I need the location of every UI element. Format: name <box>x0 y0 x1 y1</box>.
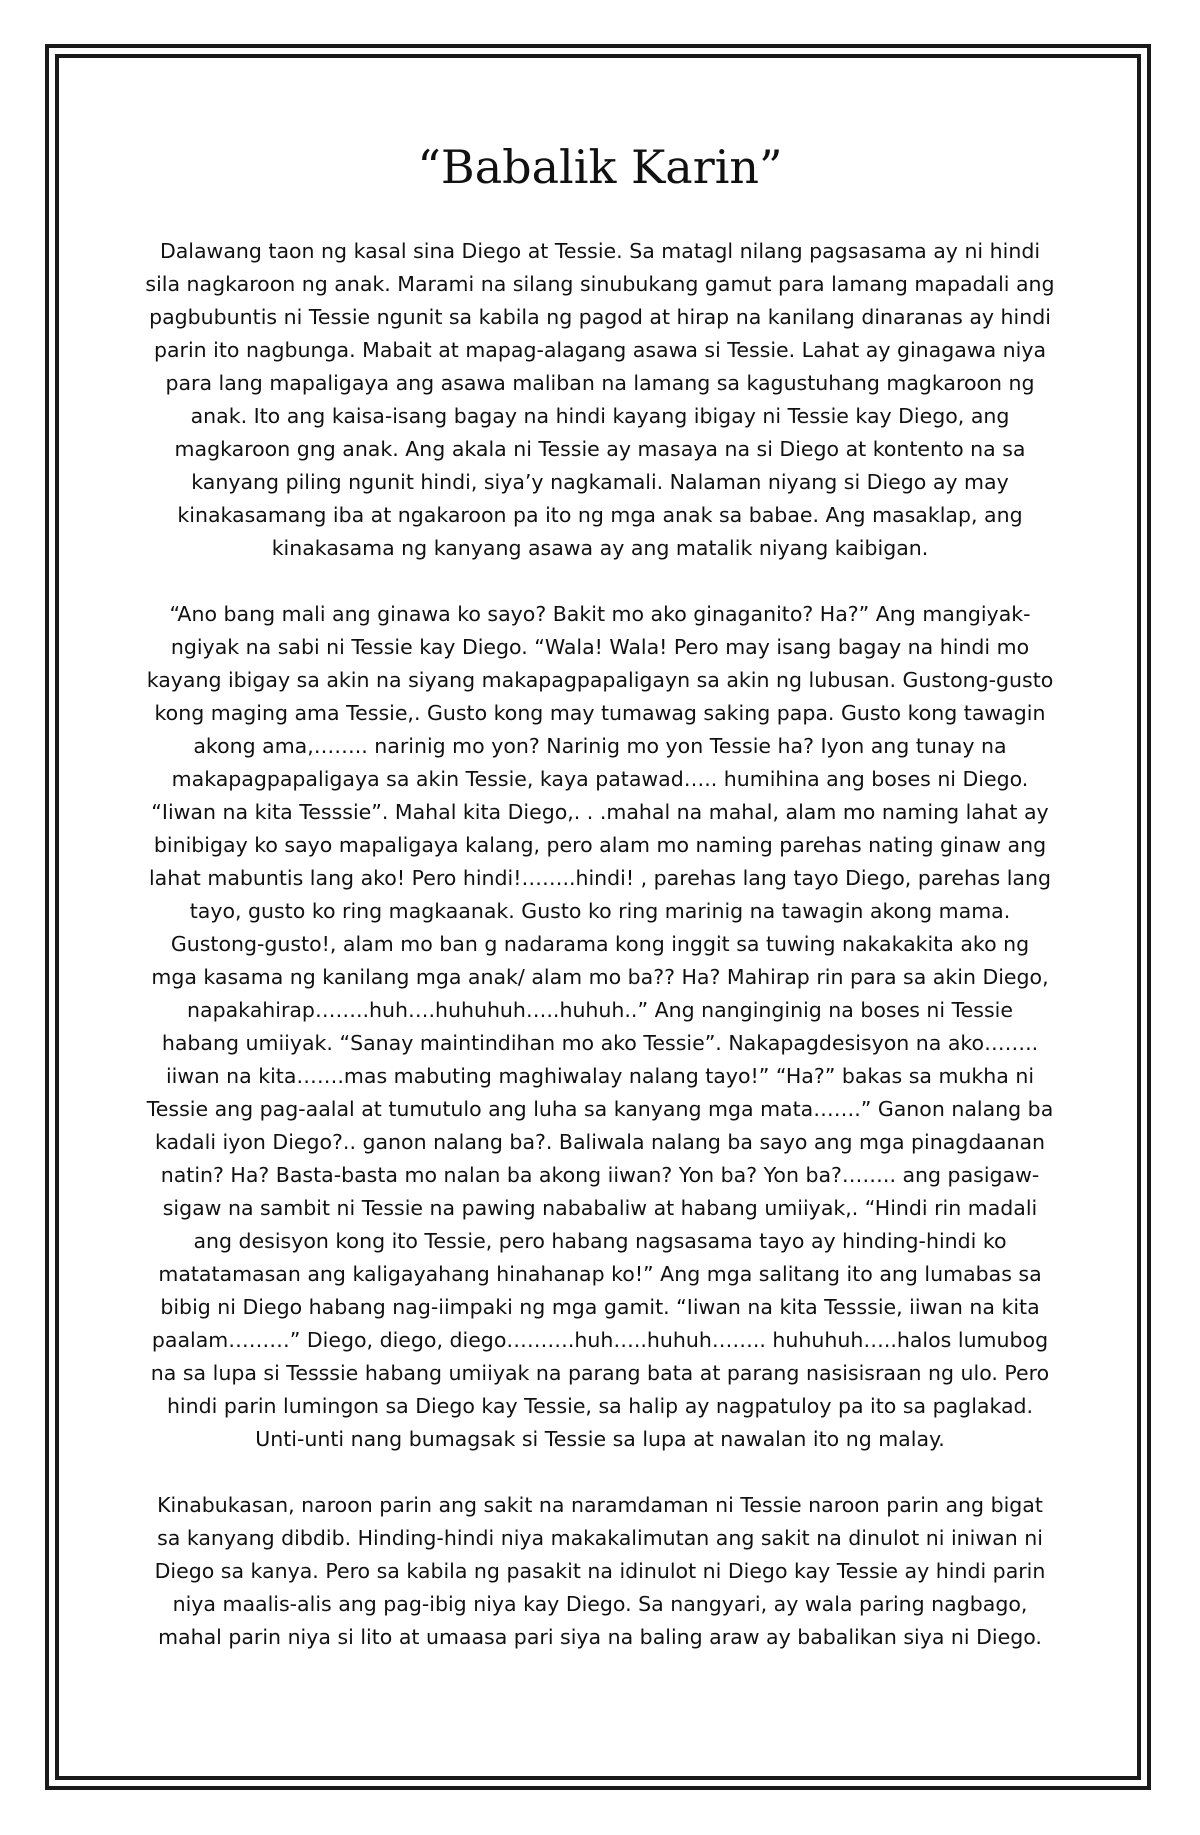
text-line: ngiyak na sabi ni Tessie kay Diego. “Wala! Wala! Pero may isang bagay na hindi mo <box>170 635 1030 660</box>
text-line: Diego sa kanya. Pero sa kabila ng pasakit na idinulot ni Diego kay Tessie ay hindi parin <box>154 1559 1046 1584</box>
text-line: anak. Ito ang kaisa-isang bagay na hindi kayang ibigay ni Tessie kay Diego, ang <box>190 404 1010 429</box>
text-line: makapagpapaligaya sa akin Tessie, kaya patawad….. humihina ang boses ni Diego. <box>171 767 1029 792</box>
text-line: niya maalis-alis ang pag-ibig niya kay Diego. Sa nangyari, ay wala paring nagbago, <box>172 1592 1028 1617</box>
text-line: Tessie ang pag-aalal at tumutulo ang luha sa kanyang mga mata…….” Ganon nalang ba <box>146 1097 1054 1122</box>
text-line: habang umiiyak. “Sanay maintindihan mo ako Tessie”. Nakapagdesisyon na ako…….. <box>161 1031 1039 1056</box>
text-line: kayang ibigay sa akin na siyang makapagpapaligayn sa akin ng lubusan. Gustong-gusto <box>146 668 1054 693</box>
text-line: “Ano bang mali ang ginawa ko sayo? Bakit mo ako ginaganito? Ha?” Ang mangiyak- <box>169 602 1031 627</box>
text-line: kinakasama ng kanyang asawa ay ang matalik niyang kaibigan. <box>271 536 929 561</box>
document-body <box>110 140 1090 1687</box>
text-line: mahal parin niya si lito at umaasa pari siya na baling araw ay babalikan siya ni Diego. <box>158 1625 1042 1650</box>
text-line: akong ama,…….. narinig mo yon? Narinig mo yon Tessie ha? Iyon ang tunay na <box>193 734 1007 759</box>
text-line: bibig ni Diego habang nag-iimpaki ng mga gamit. “Iiwan na kita Tesssie, iiwan na kita <box>160 1295 1040 1320</box>
text-line: kanyang piling ngunit hindi, siya’y nagkamali. Nalaman niyang si Diego ay may <box>191 470 1009 495</box>
text-line: tayo, gusto ko ring magkaanak. Gusto ko ring marinig na tawagin akong mama. <box>189 899 1011 924</box>
text-line: para lang mapaligaya ang asawa maliban na lamang sa kagustuhang magkaroon ng <box>165 371 1035 396</box>
text-line: napakahirap……..huh….huhuhuh…..huhuh..” Ang nanginginig na boses ni Tessie <box>187 998 1013 1023</box>
text-line: sa kanyang dibdib. Hinding-hindi niya makakalimutan ang sakit na dinulot ni iniwan ni <box>157 1526 1043 1551</box>
text-line: Unti-unti nang bumagsak si Tessie sa lupa at nawalan ito ng malay. <box>255 1427 945 1452</box>
text-line: kong maging ama Tessie,. Gusto kong may tumawag saking papa. Gusto kong tawagin <box>154 701 1046 726</box>
text-line: parin ito nagbunga. Mabait at mapag-alagang asawa si Tessie. Lahat ay ginagawa niya <box>153 338 1047 363</box>
text-line: na sa lupa si Tesssie habang umiiyak na parang bata at parang nasisisraan ng ulo. Pero <box>150 1361 1050 1386</box>
paragraph-1 <box>110 235 1090 565</box>
text-line: mga kasama ng kanilang mga anak/ alam mo ba?? Ha? Mahirap rin para sa akin Diego, <box>151 965 1049 990</box>
text-line: pagbubuntis ni Tessie ngunit sa kabila ng pagod at hirap na kanilang dinaranas ay hindi <box>149 305 1051 330</box>
text-line: “Iiwan na kita Tesssie”. Mahal kita Diego,. . .mahal na mahal, alam mo naming lahat ay <box>151 800 1049 825</box>
text-line: sila nagkaroon ng anak. Marami na silang sinubukang gamut para lamang mapadali ang <box>145 272 1055 297</box>
text-line: ang desisyon kong ito Tessie, pero habang nagsasama tayo ay hinding-hindi ko <box>193 1229 1007 1254</box>
paragraph-2 <box>110 598 1090 1456</box>
text-line: matatamasan ang kaligayahang hinahanap ko!” Ang mga salitang ito ang lumabas sa <box>158 1262 1042 1287</box>
text-line: iiwan na kita…….mas mabuting maghiwalay nalang tayo!” “Ha?” bakas sa mukha ni <box>165 1064 1035 1089</box>
text-line: kinakasamang iba at ngakaroon pa ito ng mga anak sa babae. Ang masaklap, ang <box>177 503 1023 528</box>
text-line: natin? Ha? Basta-basta mo nalan ba akong iiwan? Yon ba? Yon ba?…….. ang pasigaw- <box>160 1163 1040 1188</box>
text-line: paalam………” Diego, diego, diego……….huh…..huhuh…….. huhuhuh…..halos lumubog <box>151 1328 1049 1353</box>
text-line: magkaroon gng anak. Ang akala ni Tessie ay masaya na si Diego at kontento na sa <box>174 437 1026 462</box>
text-line: Kinabukasan, naroon parin ang sakit na naramdaman ni Tessie naroon parin ang bigat <box>157 1493 1043 1518</box>
text-line: sigaw na sambit ni Tessie na pawing nababaliw at habang umiiyak,. “Hindi rin madali <box>162 1196 1038 1221</box>
paragraph-3 <box>110 1489 1090 1654</box>
text-line: hindi parin lumingon sa Diego kay Tessie, sa halip ay nagpatuloy pa ito sa paglakad. <box>166 1394 1034 1419</box>
text-line: Dalawang taon ng kasal sina Diego at Tessie. Sa matagl nilang pagsasama ay ni hindi <box>159 239 1041 264</box>
text-line: lahat mabuntis lang ako! Pero hindi!……..hindi! , parehas lang tayo Diego, parehas lang <box>148 866 1051 891</box>
text-line: Gustong-gusto!, alam mo ban g nadarama kong inggit sa tuwing nakakakita ako ng <box>170 932 1030 957</box>
document-title: “Babalik Karin” <box>417 140 783 194</box>
text-line: kadali iyon Diego?.. ganon nalang ba?. Baliwala nalang ba sayo ang mga pinagdaanan <box>154 1130 1046 1155</box>
text-line: binibigay ko sayo mapaligaya kalang, pero alam mo naming parehas nating ginaw ang <box>153 833 1047 858</box>
